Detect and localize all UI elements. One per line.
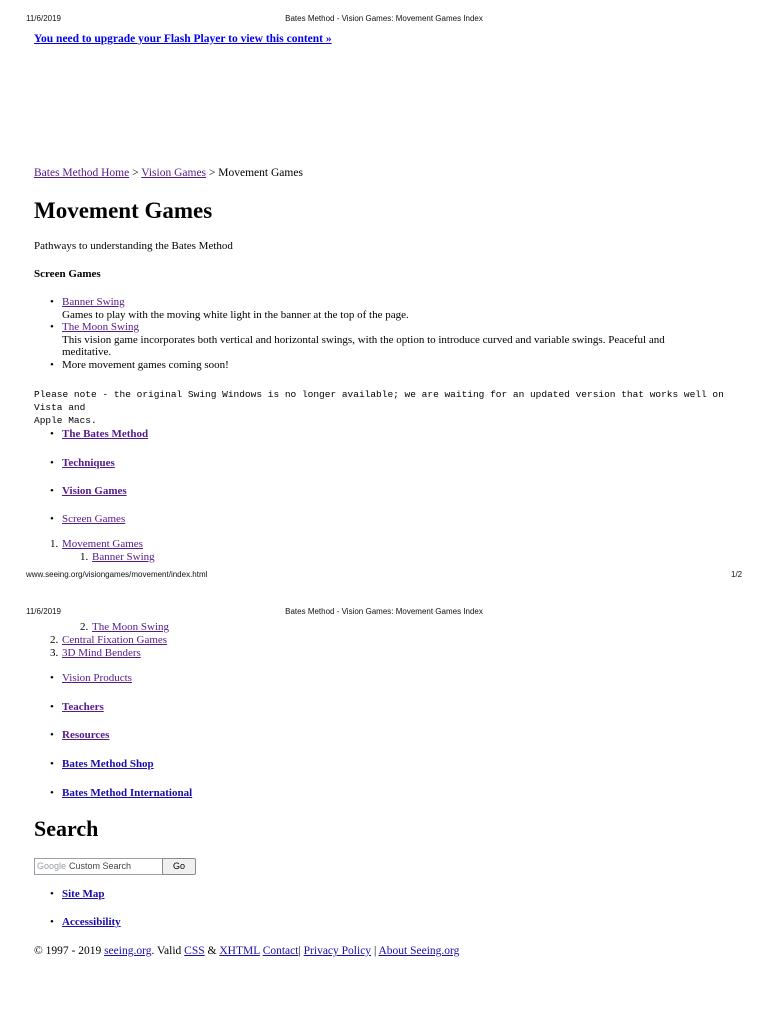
nav-item-screen-games xyxy=(50,513,126,525)
note-line: Apple Macs. xyxy=(34,415,97,426)
nav-item-accessibility xyxy=(50,916,121,928)
bullet-icon: • xyxy=(50,729,54,741)
footer-divider: | xyxy=(298,945,301,957)
nav-central-fixation-link[interactable]: Central Fixation Games xyxy=(62,634,168,646)
google-logo-text: Google xyxy=(37,861,67,871)
screen-games-heading: Screen Games xyxy=(34,268,101,280)
site-footer xyxy=(34,945,459,957)
game-description: meditative. xyxy=(62,346,112,358)
bullet-icon: • xyxy=(50,758,54,770)
nav-shop-link[interactable]: Bates Method Shop xyxy=(62,758,154,770)
breadcrumb xyxy=(34,167,303,179)
nav-item-bates-method xyxy=(50,428,149,440)
print-date: 11/6/2019 xyxy=(26,14,61,23)
page-title: Movement Games xyxy=(34,198,213,223)
nav-resources-link[interactable]: Resources xyxy=(62,729,110,741)
list-item xyxy=(50,358,742,372)
print-footer xyxy=(0,570,768,582)
search-input[interactable] xyxy=(34,858,163,875)
list-number: 1. xyxy=(50,538,59,550)
breadcrumb-home-link[interactable]: Bates Method Home xyxy=(34,167,130,179)
page-subtitle: Pathways to understanding the Bates Method xyxy=(34,240,233,252)
accessibility-link[interactable]: Accessibility xyxy=(62,916,121,928)
list-number: 2. xyxy=(80,621,89,633)
breadcrumb-separator: > xyxy=(132,167,139,179)
nav-item-site-map xyxy=(50,888,105,900)
banner-swing-link[interactable]: Banner Swing xyxy=(62,296,125,308)
footer-about-link[interactable]: About Seeing.org xyxy=(378,945,460,957)
flash-upgrade-link[interactable]: You need to upgrade your Flash Player to view this content » xyxy=(34,33,332,45)
print-page-number: 1/2 xyxy=(731,570,743,579)
nav-item-moon-swing xyxy=(80,621,169,633)
bullet-icon: • xyxy=(50,787,54,799)
moon-swing-link[interactable]: The Moon Swing xyxy=(62,321,139,333)
nav-item-movement-games xyxy=(50,538,143,550)
list-item xyxy=(50,321,742,359)
nav-item-international xyxy=(50,787,193,799)
footer-contact-link[interactable]: Contact xyxy=(262,945,299,957)
valid-text: . Valid xyxy=(151,945,182,957)
bullet-icon: • xyxy=(50,672,54,684)
list-item xyxy=(50,296,742,321)
bullet-icon: • xyxy=(50,358,54,371)
note-text xyxy=(34,388,734,427)
print-doc-title: Bates Method - Vision Games: Movement Games Index xyxy=(285,14,483,23)
print-date: 11/6/2019 xyxy=(26,607,61,616)
footer-css-link[interactable]: CSS xyxy=(184,945,205,957)
copyright-text: © 1997 - 2019 xyxy=(34,945,102,957)
nav-item-techniques xyxy=(50,457,115,469)
list-number: 3. xyxy=(50,647,59,659)
games-list xyxy=(50,296,742,371)
bullet-icon: • xyxy=(50,485,54,497)
game-description: This vision game incorporates both vertical and horizontal swings, with the option to introduce curved and variable swings. Peaceful and xyxy=(62,333,665,346)
list-number: 1. xyxy=(80,551,89,563)
nav-moon-swing-link[interactable]: The Moon Swing xyxy=(92,621,169,633)
nav-item-vision-products xyxy=(50,672,132,684)
search-heading: Search xyxy=(34,816,99,841)
footer-divider: | xyxy=(373,945,377,957)
list-number: 2. xyxy=(50,634,59,646)
breadcrumb-vision-games-link[interactable]: Vision Games xyxy=(141,167,207,179)
footer-xhtml-link[interactable]: XHTML xyxy=(219,945,260,957)
nav-item-banner-swing xyxy=(80,551,155,563)
bullet-icon: • xyxy=(50,457,54,469)
coming-soon-text: More movement games coming soon! xyxy=(62,358,229,371)
nav-item-central-fixation xyxy=(50,634,168,646)
search-go-button[interactable]: Go xyxy=(162,858,196,875)
nav-screen-games-link[interactable]: Screen Games xyxy=(62,513,126,525)
breadcrumb-current: Movement Games xyxy=(218,167,303,179)
game-description: Games to play with the moving white light in the banner at the top of the page. xyxy=(62,308,409,321)
bullet-icon: • xyxy=(50,321,54,333)
bullet-icon: • xyxy=(50,296,54,308)
print-url: www.seeing.org/visiongames/movement/index.html xyxy=(26,570,208,579)
site-map-link[interactable]: Site Map xyxy=(62,888,105,900)
search-placeholder: Custom Search xyxy=(69,861,132,871)
nav-teachers-link[interactable]: Teachers xyxy=(62,701,104,713)
nav-mind-benders-link[interactable]: 3D Mind Benders xyxy=(62,647,141,659)
bullet-icon: • xyxy=(50,513,54,525)
note-line: Please note - the original Swing Windows is no longer available; we are waiting for an updated version that works well on Vista and xyxy=(34,389,724,413)
breadcrumb-separator: > xyxy=(208,167,216,179)
nav-item-resources xyxy=(50,729,110,741)
print-header xyxy=(0,14,768,26)
ampersand-text: & xyxy=(207,945,217,957)
nav-item-vision-games xyxy=(50,485,127,497)
bullet-icon: • xyxy=(50,428,54,440)
print-header xyxy=(0,607,768,619)
nav-techniques-link[interactable]: Techniques xyxy=(62,457,115,469)
footer-privacy-link[interactable]: Privacy Policy xyxy=(303,945,372,957)
footer-site-link[interactable]: seeing.org xyxy=(104,945,152,957)
nav-bates-method-link[interactable]: The Bates Method xyxy=(62,428,149,440)
nav-item-mind-benders xyxy=(50,647,141,659)
nav-movement-games-link[interactable]: Movement Games xyxy=(62,538,143,550)
nav-vision-products-link[interactable]: Vision Products xyxy=(62,672,132,684)
nav-banner-swing-link[interactable]: Banner Swing xyxy=(92,551,155,563)
nav-item-shop xyxy=(50,758,154,770)
nav-item-teachers xyxy=(50,701,104,713)
print-doc-title: Bates Method - Vision Games: Movement Games Index xyxy=(285,607,483,616)
bullet-icon: • xyxy=(50,701,54,713)
bullet-icon: • xyxy=(50,888,54,900)
nav-international-link[interactable]: Bates Method International xyxy=(62,787,193,799)
bullet-icon: • xyxy=(50,916,54,928)
nav-vision-games-link[interactable]: Vision Games xyxy=(62,485,127,497)
